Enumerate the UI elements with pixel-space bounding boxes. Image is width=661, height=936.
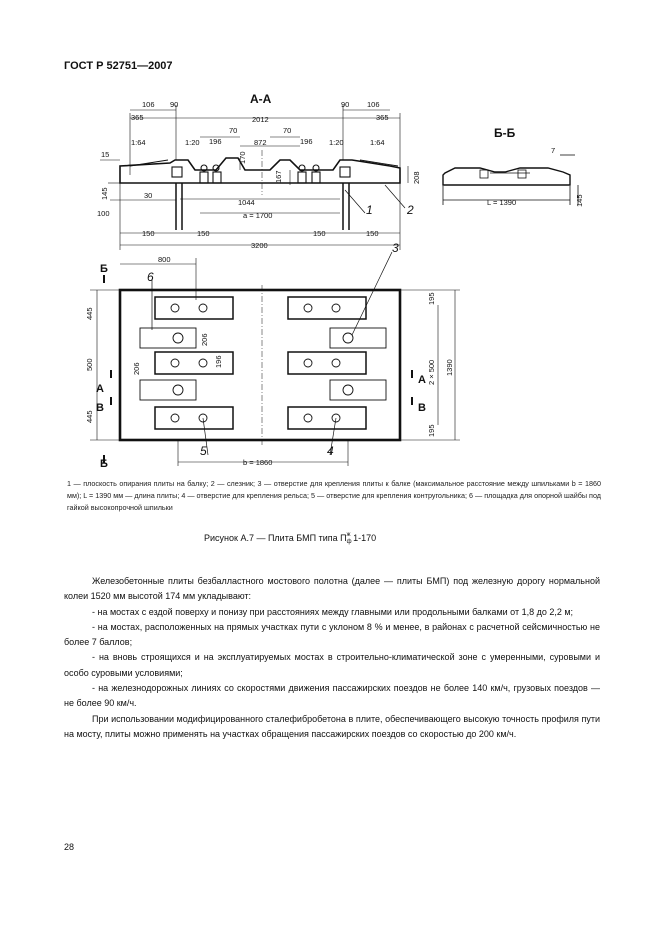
callout-5: 5 <box>200 444 207 458</box>
dim-1044: 1044 <box>238 198 255 207</box>
dim-206-top: 206 <box>200 333 209 346</box>
document-header: ГОСТ Р 52751—2007 <box>64 60 173 72</box>
dim-2x500: 2 × 500 <box>427 359 436 385</box>
dim-100: 100 <box>97 209 110 218</box>
dim-196: 196 <box>214 355 223 368</box>
dim-145-bb: 145 <box>575 194 584 207</box>
dim-106-left: 106 <box>142 100 155 109</box>
dim-500: 500 <box>85 358 94 371</box>
section-bb <box>443 126 584 207</box>
dim-208: 208 <box>412 171 421 184</box>
dim-150-4: 150 <box>366 229 379 238</box>
callout-6: 6 <box>147 270 154 284</box>
caption-sup: ж <box>346 532 351 538</box>
body-text <box>64 574 600 742</box>
list-item: - на мостах, расположенных на прямых участках пути с уклоном 8 % и менее, в районах с расчетной сейсмичностью не более 7 баллов; <box>64 621 600 648</box>
dim-L-1390: L = 1390 <box>487 198 517 207</box>
dim-150-3: 150 <box>313 229 326 238</box>
dim-167: 167 <box>274 170 283 183</box>
dim-195-top: 195 <box>427 292 436 305</box>
callout-2: 2 <box>407 203 414 217</box>
marker-b-top: Б <box>100 263 108 275</box>
dim-7: 7 <box>551 146 556 155</box>
paragraph-intro <box>64 574 600 605</box>
dim-2012: 2012 <box>252 115 269 124</box>
dim-3200: 3200 <box>251 241 268 250</box>
dim-195-bottom: 195 <box>427 424 436 437</box>
slope-1-64-left: 1:64 <box>131 138 146 147</box>
slope-1-20-left: 1:20 <box>185 138 200 147</box>
list-item: - на вновь строящихся и на эксплуатируемых мостах в строительно-климатической зоне с умеренными, суровыми и особо суровыми условиями; <box>64 652 600 678</box>
plan-view <box>85 241 460 470</box>
dim-365-left: 365 <box>131 113 144 122</box>
callout-4: 4 <box>327 444 334 458</box>
list-item: - на мостах с ездой поверху и понизу при расстояниях между главными или продольными балками от 1,8 до 2,2 м; <box>92 606 574 617</box>
dim-206-left: 206 <box>132 362 141 375</box>
dim-70-left: 70 <box>229 126 238 135</box>
section-bb-title: Б-Б <box>494 126 516 140</box>
caption-sub: ф <box>346 539 352 545</box>
dim-145: 145 <box>100 187 109 200</box>
dim-15: 15 <box>101 150 110 159</box>
figure-caption <box>204 532 376 545</box>
section-aa <box>97 92 421 250</box>
marker-b-bottom: Б <box>100 458 108 470</box>
dim-1390: 1390 <box>445 359 454 376</box>
paragraph-intro-text: Железобетонные плиты безбалластного мостового полотна (далее — плиты БМП) под железную дорогу нормальной колеи 1520 мм высотой 174 мм укладывают: <box>64 576 600 602</box>
marker-a-left: А <box>96 383 104 395</box>
list-item: - на железнодорожных линиях со скоростями движения пассажирских поездов не более 140 км/ч, грузовых поездов — не более 90 км/ч. <box>64 683 600 709</box>
dim-90-right: 90 <box>341 100 350 109</box>
slope-1-20-right: 1:20 <box>329 138 344 147</box>
marker-v-right: В <box>418 402 426 414</box>
page-number: 28 <box>64 842 75 852</box>
caption-prefix: Рисунок А.7 — Плита БМП типа П <box>204 533 347 543</box>
marker-v-left: В <box>96 402 104 414</box>
dim-196-left: 196 <box>209 137 222 146</box>
dim-150-1: 150 <box>142 229 155 238</box>
dim-a-1700: a = 1700 <box>243 211 273 220</box>
dim-b-1860: b = 1860 <box>243 458 273 467</box>
dim-150-2: 150 <box>197 229 210 238</box>
dim-872: 872 <box>254 138 267 147</box>
figure-legend: 1 — плоскость опирания плиты на балку; 2 — слезник; 3 — отверстие для крепления плиты к балке (максимальное расстояние между шпильками b = 1860 мм); L = 1390 мм — длина плиты; 4 — отверстие для крепления рельса; 5 — отверстие для крепления контругольника; 6 — площадка для опорной шайбы под гайкой высокопрочной шпильки <box>67 479 601 512</box>
section-aa-title: А-А <box>250 92 272 106</box>
dim-365-right: 365 <box>376 113 389 122</box>
slope-1-64-right: 1:64 <box>370 138 385 147</box>
dim-170: 170 <box>238 151 247 164</box>
dim-90-left: 90 <box>170 100 179 109</box>
callout-1: 1 <box>366 203 373 217</box>
caption-suffix: 1-170 <box>350 533 377 543</box>
marker-a-right: А <box>418 374 426 386</box>
dim-70-right: 70 <box>283 126 292 135</box>
callout-3: 3 <box>392 241 399 255</box>
dim-800: 800 <box>158 255 171 264</box>
dim-196-right: 196 <box>300 137 313 146</box>
dim-30: 30 <box>144 191 153 200</box>
paragraph-final: При использовании модифицированного сталефибробетона в плите, обеспечивающего высокую точность профиля пути на мосту, плиты можно применять на участках обращения пассажирских поездов со скоростью до 200 км/ч. <box>64 713 600 739</box>
dim-445-top: 445 <box>85 307 94 320</box>
dim-106-right: 106 <box>367 100 380 109</box>
dim-445-bottom: 445 <box>85 410 94 423</box>
